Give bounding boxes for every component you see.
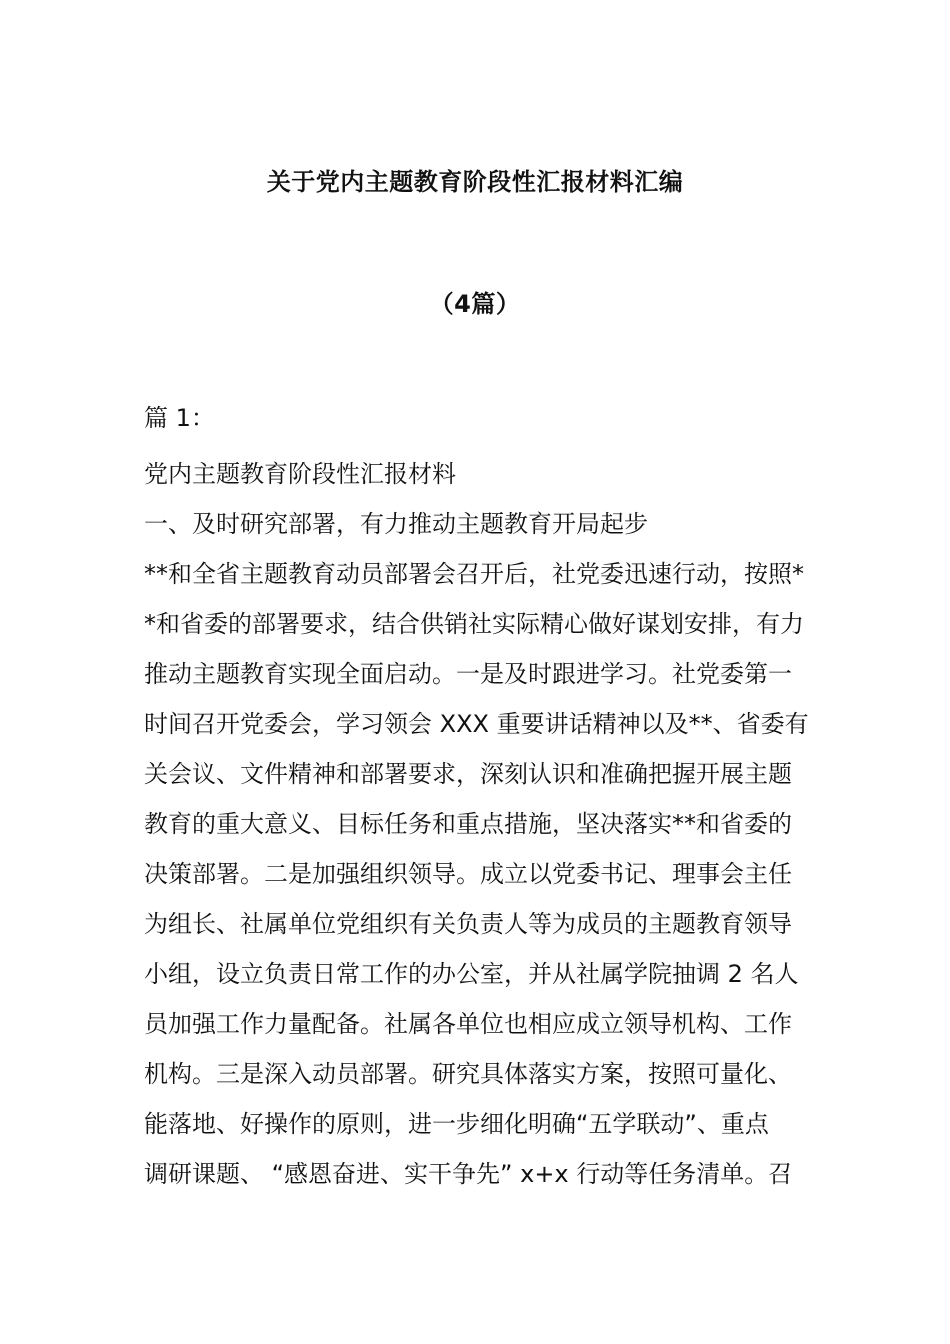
paragraph-line: 机构。三是深入动员部署。研究具体落实方案，按照可量化、 (144, 1060, 792, 1088)
document-title: 关于党内主题教育阶段性汇报材料汇编 (266, 168, 684, 196)
paragraph-line: 员加强工作力量配备。社属各单位也相应成立领导机构、工作 (144, 1010, 792, 1038)
paragraph-line: 小组，设立负责日常工作的办公室，并从社属学院抽调 2 名人 (144, 960, 799, 988)
paragraph-line: 调研课题、 “感恩奋进、实干争先” x+x 行动等任务清单。召 (144, 1160, 793, 1188)
document-subtitle: （4篇） (429, 290, 521, 318)
paragraph-line: 推动主题教育实现全面启动。一是及时跟进学习。社党委第一 (144, 660, 792, 688)
paragraph-line: 关会议、文件精神和部署要求，深刻认识和准确把握开展主题 (144, 760, 792, 788)
document-body (144, 400, 816, 1206)
paragraph-line: 决策部署。二是加强组织领导。成立以党委书记、理事会主任 (144, 860, 792, 888)
paragraph-line: 时间召开党委会，学习领会 XXX 重要讲话精神以及**、省委有 (144, 710, 809, 738)
heading-1: 一、及时研究部署，有力推动主题教育开局起步 (144, 510, 648, 538)
paragraph-line: *和省委的部署要求，结合供销社实际精心做好谋划安排，有力 (144, 610, 804, 638)
section-title: 党内主题教育阶段性汇报材料 (144, 460, 456, 488)
section-label: 篇 1： (144, 404, 215, 432)
paragraph-line: 能落地、好操作的原则，进一步细化明确“五学联动”、重点 (144, 1110, 769, 1138)
paragraph-line: 为组长、社属单位党组织有关负责人等为成员的主题教育领导 (144, 910, 792, 938)
paragraph-line: 教育的重大意义、目标任务和重点措施，坚决落实**和省委的 (144, 810, 792, 838)
paragraph-line: **和全省主题教育动员部署会召开后，社党委迅速行动，按照* (144, 560, 804, 588)
